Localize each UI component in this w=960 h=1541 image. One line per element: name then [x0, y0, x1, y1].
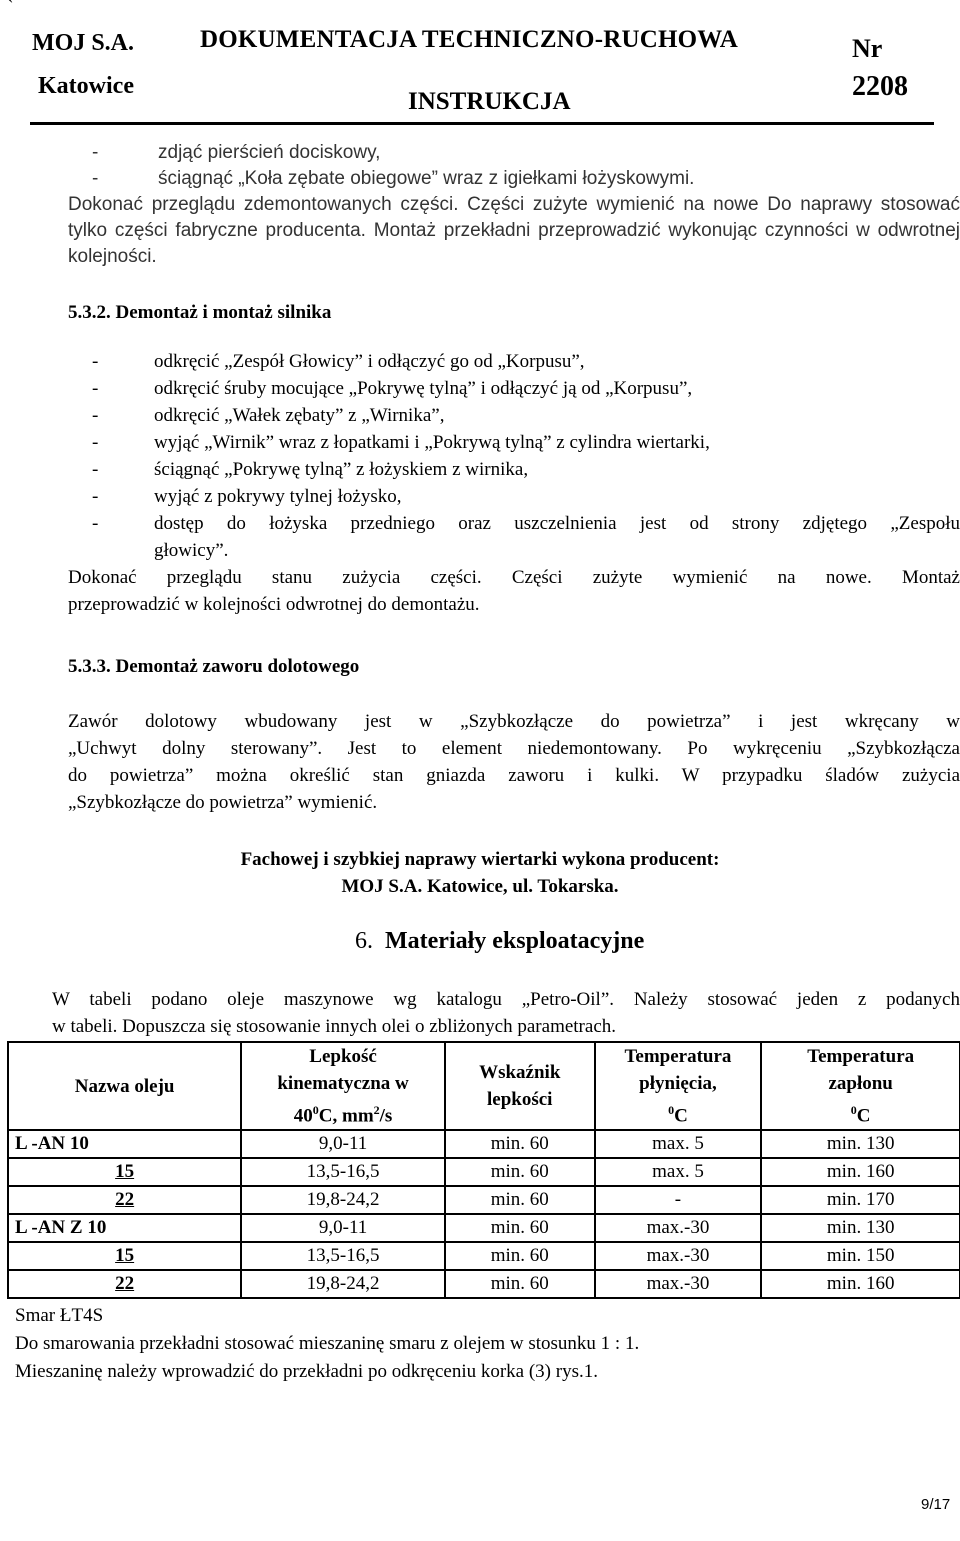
cell-pour: max. 5: [595, 1130, 762, 1158]
grease-name: Smar ŁT4S: [15, 1305, 104, 1326]
list-item-text: odkręcić „Zespół Głowicy” i odłączyć go od „Korpusu”,: [154, 351, 585, 372]
valve-paragraph-line: Zawór dolotowy wbudowany jest w „Szybkozłącze do powietrza” i jest wkręcany w: [68, 711, 960, 732]
motor-section: [68, 348, 960, 618]
header-viscosity-index: Wskaźnik lepkości: [445, 1042, 595, 1130]
list-item: - wyjąć „Wirnik” wraz z łopatkami i „Pokrywą tylną” z cylindra wiertarki,: [92, 432, 710, 453]
table-row: [8, 1214, 960, 1242]
document-type: DOKUMENTACJA TECHNICZNO-RUCHOWA: [200, 26, 738, 53]
list-item: - zdjąć pierścień dociskowy,: [92, 142, 381, 163]
company-city: Katowice: [38, 73, 134, 99]
service-notice-line2: MOJ S.A. Katowice, ul. Tokarska.: [341, 876, 619, 897]
intro-paragraph: Dokonać przeglądu zdemontowanych części. Części zużyte wymienić na nowe Do naprawy stosować tylko części fabryczne producenta. Montaż przekładni przeprowadzić wykonując czynności w odwrotnej kolejności.: [68, 194, 960, 267]
section-title-532: 5.3.2. Demontaż i montaż silnika: [68, 302, 332, 323]
header-name: Nazwa oleju: [8, 1042, 241, 1130]
cell-name: L -AN Z 10: [8, 1214, 241, 1242]
list-item-text: wyjąć z pokrywy tylnej łożysko,: [154, 486, 402, 507]
motor-paragraph-line: Dokonać przeglądu stanu zużycia części. Części zużyte wymienić na nowe. Montaż: [68, 567, 960, 588]
table-row: [8, 1270, 960, 1298]
cell-index: min. 60: [445, 1270, 595, 1298]
cell-flash: min. 150: [761, 1242, 960, 1270]
list-item: - ściągnąć „Pokrywę tylną” z łożyskiem z wirnika,: [92, 459, 529, 480]
section-title-533: 5.3.3. Demontaż zaworu dolotowego: [68, 656, 360, 677]
chapter-heading: [355, 928, 644, 955]
grease-line: Do smarowania przekładni stosować mieszaninę smaru z olejem w stosunku 1 : 1.: [15, 1333, 640, 1354]
page-header: [0, 6, 960, 118]
header-divider: [30, 122, 934, 125]
list-item: - odkręcić śruby mocujące „Pokrywę tylną” i odłączyć ją od „Korpusu”,: [92, 378, 693, 399]
table-row: [8, 1186, 960, 1214]
header-pour-point: Temperatura płynięcia, $^0$C: [595, 1042, 762, 1130]
cell-index: min. 60: [445, 1158, 595, 1186]
list-item: - odkręcić „Zespół Głowicy” i odłączyć go od „Korpusu”,: [92, 351, 585, 372]
page-number: 9/17: [921, 1496, 951, 1513]
company-name: MOJ S.A.: [32, 30, 134, 56]
cell-name: L -AN 10: [8, 1130, 241, 1158]
oil-table: [7, 1041, 960, 1299]
cell-flash: min. 130: [761, 1214, 960, 1242]
valve-paragraph-line: „Uchwyt dolny sterowany”. Jest to element niedemontowany. Po wykręceniu „Szybkozłącza: [68, 738, 960, 759]
table-row: [8, 1158, 960, 1186]
list-item-text: ściągnąć „Koła zębate obiegowe” wraz z igiełkami łożyskowymi.: [158, 168, 695, 189]
list-item: - odkręcić „Wałek zębaty” z „Wirnika”,: [92, 405, 445, 426]
cell-index: min. 60: [445, 1130, 595, 1158]
cell-pour: max.-30: [595, 1242, 762, 1270]
list-item-text: odkręcić śruby mocujące „Pokrywę tylną” i odłączyć ją od „Korpusu”,: [154, 378, 693, 399]
cell-pour: max.-30: [595, 1214, 762, 1242]
cell-name: 15: [8, 1242, 241, 1270]
list-item-text: zdjąć pierścień dociskowy,: [158, 142, 381, 163]
list-item: - dostęp do łożyska przedniego oraz uszczelnienia jest od strony zdjętego „Zespołu: [68, 510, 960, 537]
list-item: - ściągnąć „Koła zębate obiegowe” wraz z igiełkami łożyskowymi.: [92, 168, 695, 189]
cell-viscosity: 13,5-16,5: [241, 1158, 445, 1186]
cell-index: min. 60: [445, 1214, 595, 1242]
list-item-text: dostęp do łożyska przedniego oraz uszczelnienia jest od strony zdjętego „Zespołu: [154, 513, 960, 534]
cell-flash: min. 160: [761, 1270, 960, 1298]
grease-block: [15, 1302, 955, 1386]
table-intro-line: w tabeli. Dopuszcza się stosowanie innych olei o zbliżonych parametrach.: [52, 1016, 616, 1037]
intro-block: [68, 140, 960, 270]
cell-viscosity: 19,8-24,2: [241, 1270, 445, 1298]
valve-section: [68, 708, 960, 816]
cell-index: min. 60: [445, 1186, 595, 1214]
table-header-row: [8, 1042, 960, 1130]
cell-viscosity: 13,5-16,5: [241, 1242, 445, 1270]
table-row: [8, 1242, 960, 1270]
document-number-label: Nr: [852, 34, 883, 63]
chapter-number: 6.: [355, 928, 373, 954]
chapter-title: Materiały eksploatacyjne: [385, 928, 645, 954]
grease-line: Mieszaninę należy wprowadzić do przekładni po odkręceniu korka (3) rys.1.: [15, 1361, 598, 1382]
list-item-continuation: [68, 537, 960, 564]
list-item-text: ściągnąć „Pokrywę tylną” z łożyskiem z wirnika,: [154, 459, 529, 480]
list-item: - wyjąć z pokrywy tylnej łożysko,: [92, 486, 402, 507]
table-row: [8, 1130, 960, 1158]
motor-paragraph-line: przeprowadzić w kolejności odwrotnej do demontażu.: [68, 594, 480, 615]
cell-viscosity: 19,8-24,2: [241, 1186, 445, 1214]
cell-name: 22: [8, 1270, 241, 1298]
cell-name: 22: [8, 1186, 241, 1214]
valve-paragraph-line: do powietrza” można określić stan gniazda zaworu i kulki. W przypadku śladów zużycia: [68, 765, 960, 786]
cell-name: 15: [8, 1158, 241, 1186]
cell-pour: max.-30: [595, 1270, 762, 1298]
valve-paragraph-line: „Szybkozłącze do powietrza” wymienić.: [68, 792, 378, 813]
cell-flash: min. 130: [761, 1130, 960, 1158]
cell-pour: max. 5: [595, 1158, 762, 1186]
stray-mark: `: [8, 0, 14, 15]
cell-viscosity: 9,0-11: [241, 1214, 445, 1242]
cell-viscosity: 9,0-11: [241, 1130, 445, 1158]
table-intro: [52, 986, 960, 1040]
document-number: 2208: [852, 71, 908, 102]
list-item-text: głowicy”.: [154, 540, 229, 561]
cell-flash: min. 170: [761, 1186, 960, 1214]
cell-pour: -: [595, 1186, 762, 1214]
table-intro-line: W tabeli podano oleje maszynowe wg katalogu „Petro-Oil”. Należy stosować jeden z podanych: [52, 989, 960, 1010]
list-item-text: wyjąć „Wirnik” wraz z łopatkami i „Pokrywą tylną” z cylindra wiertarki,: [154, 432, 710, 453]
document-subtitle: INSTRUKCJA: [408, 88, 571, 115]
cell-index: min. 60: [445, 1242, 595, 1270]
cell-flash: min. 160: [761, 1158, 960, 1186]
list-item-text: odkręcić „Wałek zębaty” z „Wirnika”,: [154, 405, 445, 426]
service-notice-line1: Fachowej i szybkiej naprawy wiertarki wykona producent:: [240, 849, 720, 870]
header-flash-point: Temperatura zapłonu $^0$C: [761, 1042, 960, 1130]
header-viscosity: Lepkość kinematyczna w $40^0C$, $mm^2/s$: [241, 1042, 445, 1130]
